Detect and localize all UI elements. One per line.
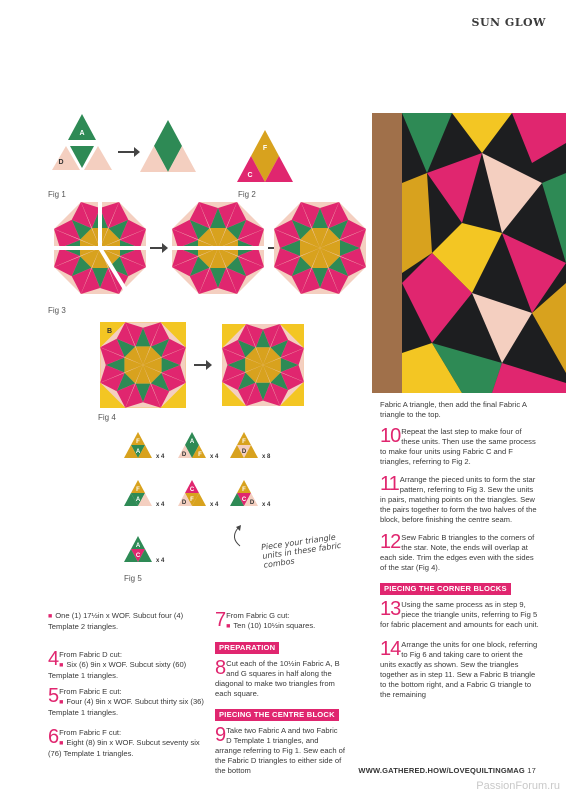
svg-text:C: C xyxy=(241,497,247,503)
svg-text:F: F xyxy=(136,439,140,445)
step-5: 5 From Fabric E cut: ■ Four (4) 9in x WOF. Subcut thirty six (36) Template 1 triangles. xyxy=(48,685,204,717)
figure-1 xyxy=(48,112,208,184)
fig1-label-d: D xyxy=(58,159,64,166)
step-4: 4 From Fabric D cut: ■ Six (6) 9in x WOF. Subcut sixty (60) Template 1 triangles. xyxy=(48,648,187,680)
fig5-unit-f-d xyxy=(230,432,258,458)
fig4-label-b: B xyxy=(107,328,113,335)
fig2-caption: Fig 2 xyxy=(238,190,256,199)
fig5-count: x 4 xyxy=(156,502,165,508)
fig5-unit-f-a xyxy=(124,432,152,458)
fig3-caption: Fig 3 xyxy=(48,306,66,315)
fig3-octagon-complete xyxy=(274,202,366,294)
fig1-label-a: A xyxy=(79,130,85,137)
step-9: 9 Take two Fabric A and two Fabric D Template 1 triangles, and arrange referring to Fig 1. Sew each of the Fabric D triangles to either side of the bottom xyxy=(215,724,346,775)
step-12: 12 Sew Fabric B triangles to the corners of the star. Note, the ends will overlap at each side. Trim the edges even with the sides of the star (Fig 4). xyxy=(380,531,535,572)
footer-link[interactable]: WWW.GATHERED.HOW/LOVEQUILTINGMAG xyxy=(358,766,525,775)
figure-2 xyxy=(232,128,298,184)
fig5-unit-a-c xyxy=(124,536,152,562)
page-header-title: SUN GLOW xyxy=(471,16,546,29)
fig5-unit-f-c-d xyxy=(230,480,258,506)
fig5-unit-a-f-d xyxy=(178,432,206,458)
svg-text:D: D xyxy=(181,452,187,458)
heading-corner-blocks: PIECING THE CORNER BLOCKS xyxy=(380,583,511,595)
step-8: 8 Cut each of the 10½in Fabric A, B and G squares in half along the diagonal to make two triangles from each square. xyxy=(215,657,340,698)
svg-text:A: A xyxy=(135,449,141,455)
svg-text:D: D xyxy=(249,500,255,506)
middle-column xyxy=(215,611,345,782)
fig4-block-with-corners xyxy=(100,322,186,408)
heading-centre-block: PIECING THE CENTRE BLOCK xyxy=(215,709,339,721)
fig4-block-trimmed xyxy=(222,324,304,406)
fig5-caption: Fig 5 xyxy=(124,574,142,583)
fig3-octagon-halves xyxy=(172,202,264,294)
figure-3 xyxy=(50,200,370,300)
figure-5 xyxy=(120,428,280,578)
footer-url xyxy=(358,766,536,775)
step-7: 7 From Fabric G cut: ■ Ten (10) 10½in squares. xyxy=(215,609,316,631)
step-13: 13 Using the same process as in step 9, piece the triangle units, referring to Fig 5 for fabric placement and amounts for each unit. xyxy=(380,598,539,629)
svg-text:A: A xyxy=(135,497,141,503)
svg-text:C: C xyxy=(189,487,195,493)
step-14: 14 Arrange the units for one block, referring to Fig 6 and taking care to orient the units exactly as shown. Sew the triangles together as in step 11. Sew a Fabric B triangle to the bottom right, and a Fabric G triangle to the remaining xyxy=(380,638,538,699)
svg-text:A: A xyxy=(189,439,195,445)
svg-text:A: A xyxy=(135,543,141,549)
right-column xyxy=(380,400,540,706)
fig5-count: x 4 xyxy=(210,502,219,508)
intro-text: Fabric A triangle, then add the final Fabric A triangle to the top. xyxy=(380,400,527,419)
svg-text:F: F xyxy=(242,439,246,445)
page-number: 17 xyxy=(527,766,536,775)
fig2-label-f: F xyxy=(262,145,268,152)
fig3-octagon-exploded xyxy=(54,202,146,294)
fig1-caption: Fig 1 xyxy=(48,190,66,199)
svg-text:D: D xyxy=(181,500,187,506)
watermark: PassionForum.ru xyxy=(476,780,560,792)
step-10: 10 Repeat the last step to make four of these units. Then use the same process to make four units using Fabric C and F triangles, referring to Fig 2. xyxy=(380,425,536,466)
svg-text:F: F xyxy=(136,487,140,493)
cut-item: ■ One (1) 17½in x WOF. Subcut four (4) Template 2 triangles. xyxy=(48,611,184,631)
fig5-count: x 4 xyxy=(156,454,165,460)
fig5-count: x 8 xyxy=(262,454,271,460)
quilt-photo xyxy=(372,113,566,393)
fig5-unit-c-d-f xyxy=(178,480,206,506)
svg-text:F: F xyxy=(198,452,202,458)
fig2-label-c: C xyxy=(247,172,253,179)
figure-4 xyxy=(98,320,308,410)
svg-text:C: C xyxy=(135,553,141,559)
fig5-count: x 4 xyxy=(156,558,165,564)
fig5-unit-f-a-2 xyxy=(124,480,152,506)
step-6: 6 From Fabric F cut: ■ Eight (8) 9in x WOF. Subcut seventy six (76) Template 1 triangles. xyxy=(48,726,200,758)
svg-text:D: D xyxy=(241,449,247,455)
step-11: 11 Arrange the pieced units to form the star pattern, referring to Fig 3. Sew the units in pairs, matching points on the triangles. Sew the pairs together to form the two halves of the block, before finishing the centre seam. xyxy=(380,473,537,524)
svg-text:F: F xyxy=(242,487,246,493)
left-column xyxy=(48,611,208,765)
fig4-caption: Fig 4 xyxy=(98,413,116,422)
fig5-count: x 4 xyxy=(210,454,219,460)
fig5-count: x 4 xyxy=(262,502,271,508)
svg-text:F: F xyxy=(190,497,194,503)
fig5-handwritten-note: Piece your triangle units in these fabric combos xyxy=(260,532,342,570)
heading-preparation: PREPARATION xyxy=(215,642,279,654)
